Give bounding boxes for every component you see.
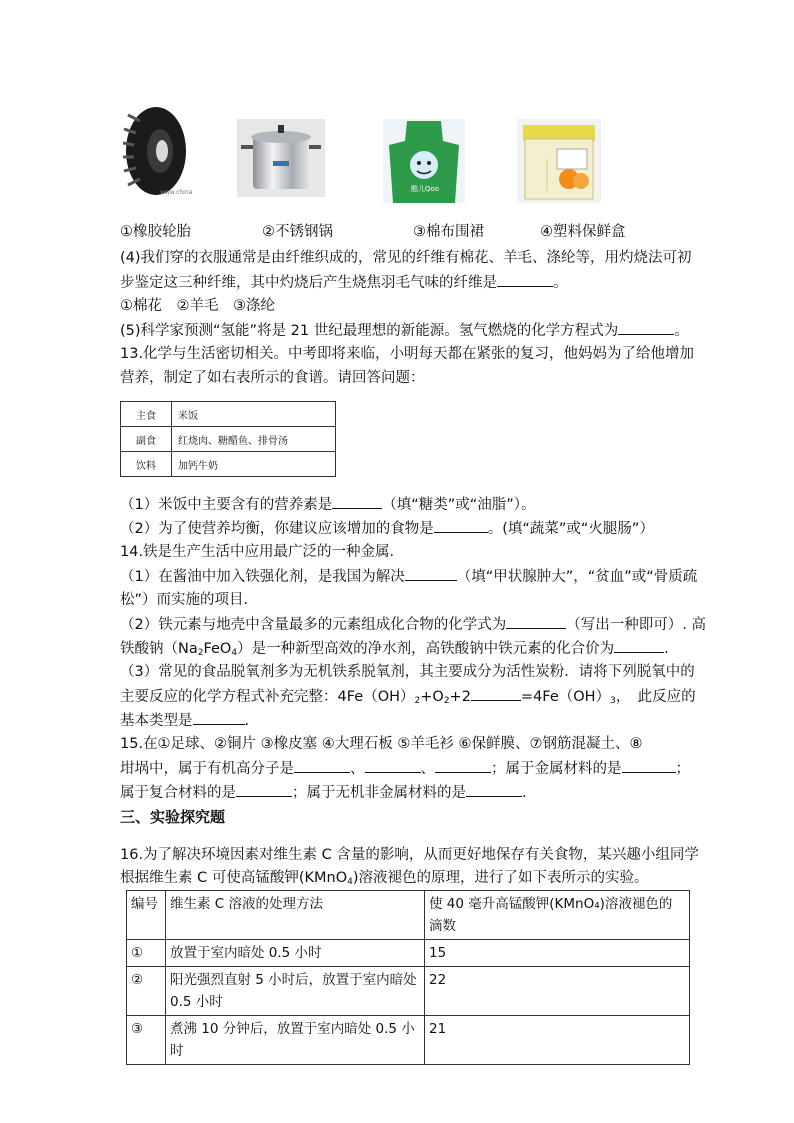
row-id: ③ [127, 1016, 166, 1065]
row-id: ② [127, 967, 166, 1016]
table-row [121, 402, 336, 427]
menu-category: 主食 [121, 402, 172, 427]
menu-table [120, 401, 336, 477]
table-row [121, 427, 336, 452]
q12-part4-line2: 步鉴定这三种纤维，其中灼烧后产生烧焦羽毛气味的纤维是 。 [120, 272, 568, 293]
q12-part5: (5)科学家预测“氢能”将是 21 世纪最理想的新能源。氢气燃烧的化学方程式为 。 [120, 320, 689, 341]
answer-blank[interactable] [236, 782, 292, 797]
experiment-table [126, 890, 690, 1065]
row-method: 放置于室内暗处 0.5 小时 [166, 940, 425, 967]
q15-line1: 15.在①足球、②铜片 ③橡皮塞 ④大理石板 ⑤羊毛衫 ⑥保鲜膜、⑦钢筋混凝土、⑧ [120, 736, 643, 752]
menu-items: 米饭 [172, 402, 336, 427]
row-drops: 21 [425, 1016, 690, 1065]
answer-blank[interactable] [294, 758, 350, 773]
q15-line2: 坩埚中，属于有机高分子是 、 、 ；属于金属材料的是 ； [120, 758, 690, 779]
answer-blank[interactable] [497, 272, 553, 287]
answer-blank[interactable] [618, 320, 674, 335]
plastic-box-image [517, 119, 601, 203]
answer-blank[interactable] [622, 758, 676, 773]
row-drops: 15 [425, 940, 690, 967]
answer-blank[interactable] [506, 614, 566, 629]
row-method: 煮沸 10 分钟后，放置于室内暗处 0.5 小时 [166, 1016, 425, 1065]
q14-intro: 14.铁是生产生活中应用最广泛的一种金属． [120, 544, 405, 560]
menu-items: 红烧肉、糖醋鱼、排骨汤 [172, 427, 336, 452]
answer-blank[interactable] [471, 686, 521, 701]
answer-blank[interactable] [193, 710, 245, 725]
answer-blank[interactable] [405, 566, 457, 581]
answer-blank[interactable] [466, 782, 522, 797]
q13-part1: （1）米饭中主要含有的营养素是 （填“糖类”或“油脂”）。 [120, 494, 536, 515]
q12-part4-line1: (4)我们穿的衣服通常是由纤维织成的，常见的纤维有棉花、羊毛、涤纶等，用灼烧法可初 [120, 250, 692, 266]
row-drops: 22 [425, 967, 690, 1016]
caption-rubber-tire: ①橡胶轮胎 [120, 224, 191, 240]
header-drops: 使 40 毫升高锰酸钾(KMnO₄)溶液褪色的滴数 [425, 891, 690, 940]
menu-items: 加钙牛奶 [172, 452, 336, 477]
table-row [127, 967, 690, 1016]
q13-part2: （2）为了使营养均衡，你建议应该增加的食物是 。(填“蔬菜”或“火腿肠”） [120, 518, 654, 539]
tire-image [120, 105, 192, 197]
caption-cotton-apron: ③棉布围裙 [413, 224, 484, 240]
header-id: 编号 [127, 891, 166, 940]
table-header-row [127, 891, 690, 940]
q14-part3-line1: （3）常见的食品脱氧剂多为无机铁系脱氧剂，其主要成分为活性炭粉．请将下列脱氧中的 [120, 664, 695, 680]
answer-blank[interactable] [434, 518, 488, 533]
q14-part3-line2: 主要反应的化学方程式补充完整：$4Fe(OH)_2+O_2+2 =4Fe(OH)_3$， 此反应的 [120, 686, 696, 711]
answer-blank[interactable] [365, 758, 421, 773]
row-method: 阳光强烈直射 5 小时后，放置于室内暗处 0.5 小时 [166, 967, 425, 1016]
section-title: 三、实验探究题 [120, 808, 226, 826]
q13-intro-line1: 13.化学与生活密切相关。中考即将来临，小明每天都在紧张的复习，他妈妈为了给他增加 [120, 346, 695, 362]
q15-line3: 属于复合材料的是 ；属于无机非金属材料的是 . [120, 782, 527, 803]
steel-pot-image [237, 119, 325, 197]
q16-line2: 根据维生素 C 可使高锰酸钾(KMnO$_4$)溶液褪色的原理，进行了如下表所示的实验。 [120, 870, 649, 887]
q12-part4-options: ①棉花 ②羊毛 ③涤纶 [120, 298, 275, 314]
q14-part2-line1: （2）铁元素与地壳中含量最多的元素组成化合物的化学式为 （写出一种即可）. 高 [120, 614, 706, 635]
q14-part1-line1: （1）在酱油中加入铁强化剂，是我国为解决 （填“甲状腺肿大”，“贫血”或“骨质疏 [120, 566, 697, 587]
row-id: ① [127, 940, 166, 967]
tire-watermark: www.china [160, 189, 192, 196]
q14-part3-line3: 基本类型是 . [120, 710, 249, 731]
cotton-apron-image [383, 119, 465, 203]
caption-plastic-box: ④塑料保鲜盒 [540, 224, 626, 240]
menu-category: 副食 [121, 427, 172, 452]
table-row [127, 1016, 690, 1065]
q16-line1: 16.为了解决环境因素对维生素 C 含量的影响，从而更好地保存有关食物，某兴趣小组同学 [120, 847, 699, 863]
table-row [127, 940, 690, 967]
q14-part1-line2: 松”）而实施的项目． [120, 592, 259, 608]
answer-blank[interactable] [614, 638, 664, 653]
apron-logo-text: 酷儿Qoo [411, 185, 440, 193]
q14-part2-line2: 铁酸钠$(Na_2FeO_4)$是一种新型高效的净水剂，高铁酸钠中铁元素的化合价为 . [120, 638, 669, 663]
caption-steel-pot: ②不锈钢锅 [262, 224, 333, 240]
answer-blank[interactable] [332, 494, 382, 509]
answer-blank[interactable] [435, 758, 491, 773]
table-row [121, 452, 336, 477]
menu-category: 饮料 [121, 452, 172, 477]
header-method: 维生素 C 溶液的处理方法 [166, 891, 425, 940]
q13-intro-line2: 营养，制定了如右表所示的食谱。请回答问题： [120, 370, 425, 386]
